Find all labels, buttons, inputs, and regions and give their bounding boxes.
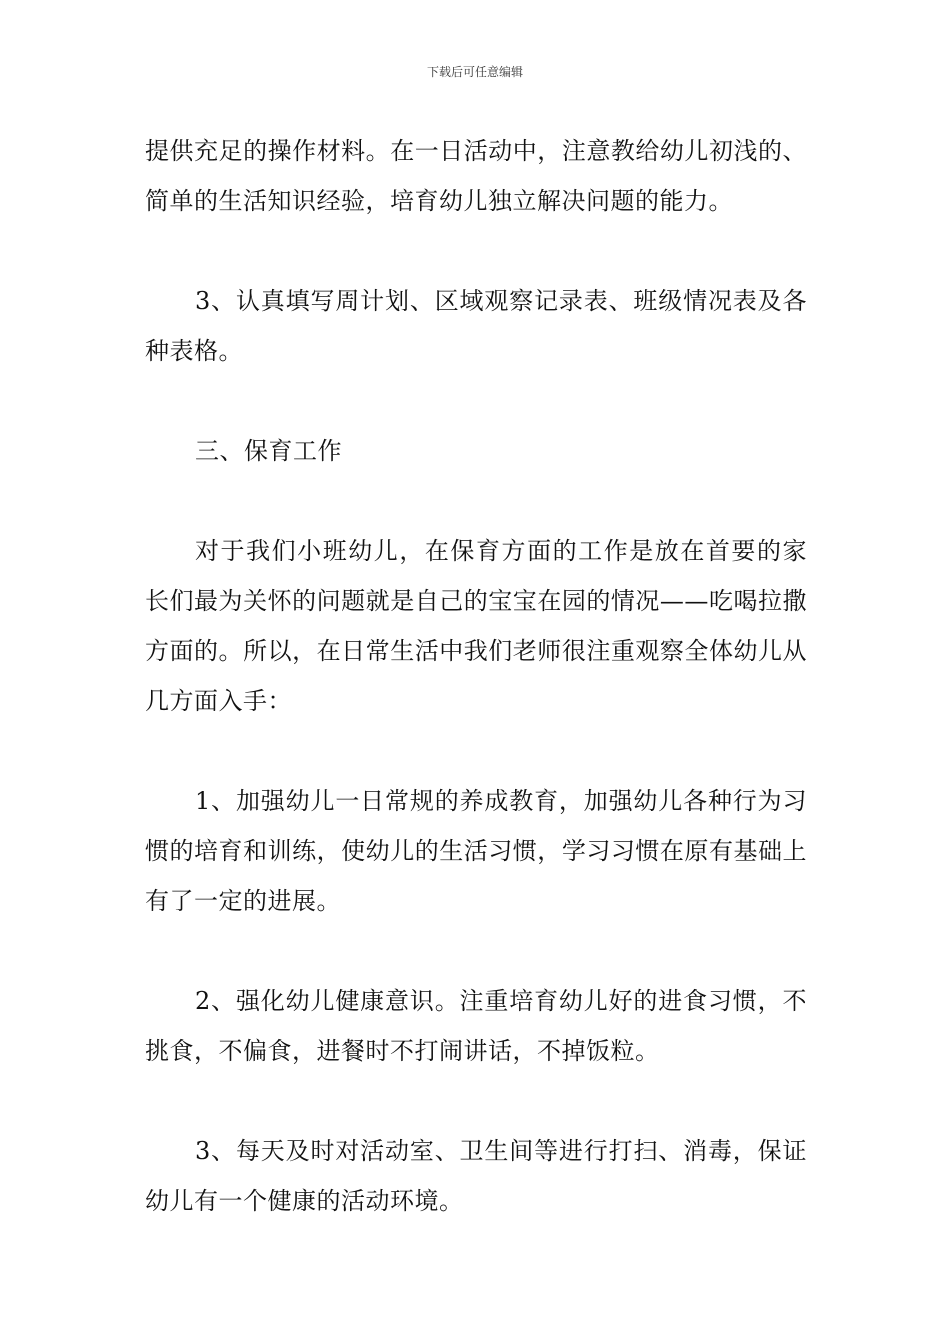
paragraph-item-3-hygiene: 3、每天及时对活动室、卫生间等进行打扫、消毒，保证幼儿有一个健康的活动环境。	[145, 1137, 807, 1215]
paragraph-item-3-plans: 3、认真填写周计划、区域观察记录表、班级情况表及各种表格。	[145, 287, 807, 365]
paragraph-item-2-health: 2、强化幼儿健康意识。注重培育幼儿好的进食习惯，不挑食，不偏食，进餐时不打闹讲话，不掉饭粒。	[145, 987, 807, 1065]
paragraph-item-1-routines: 1、加强幼儿一日常规的养成教育，加强幼儿各种行为习惯的培育和训练，使幼儿的生活习惯，学习习惯在原有基础上有了一定的进展。	[145, 787, 807, 915]
page-header-note: 下载后可任意编辑	[426, 65, 523, 79]
paragraph-continuation: 提供充足的操作材料。在一日活动中，注意教给幼儿初浅的、简单的生活知识经验，培育幼儿独立解决问题的能力。	[145, 137, 807, 215]
paragraph-gap	[145, 226, 807, 276]
paragraph-gap	[145, 476, 807, 526]
paragraph-gap	[145, 376, 807, 426]
paragraph-gap	[145, 926, 807, 976]
section-heading-care-work: 三、保育工作	[195, 437, 342, 465]
paragraph-gap	[145, 726, 807, 776]
paragraph-care-intro: 对于我们小班幼儿，在保育方面的工作是放在首要的家长们最为关怀的问题就是自己的宝宝在园的情况——吃喝拉撒方面的。所以，在日常生活中我们老师很注重观察全体幼儿从几方面入手：	[145, 537, 807, 715]
paragraph-gap	[145, 1076, 807, 1126]
document-body	[145, 126, 807, 1226]
